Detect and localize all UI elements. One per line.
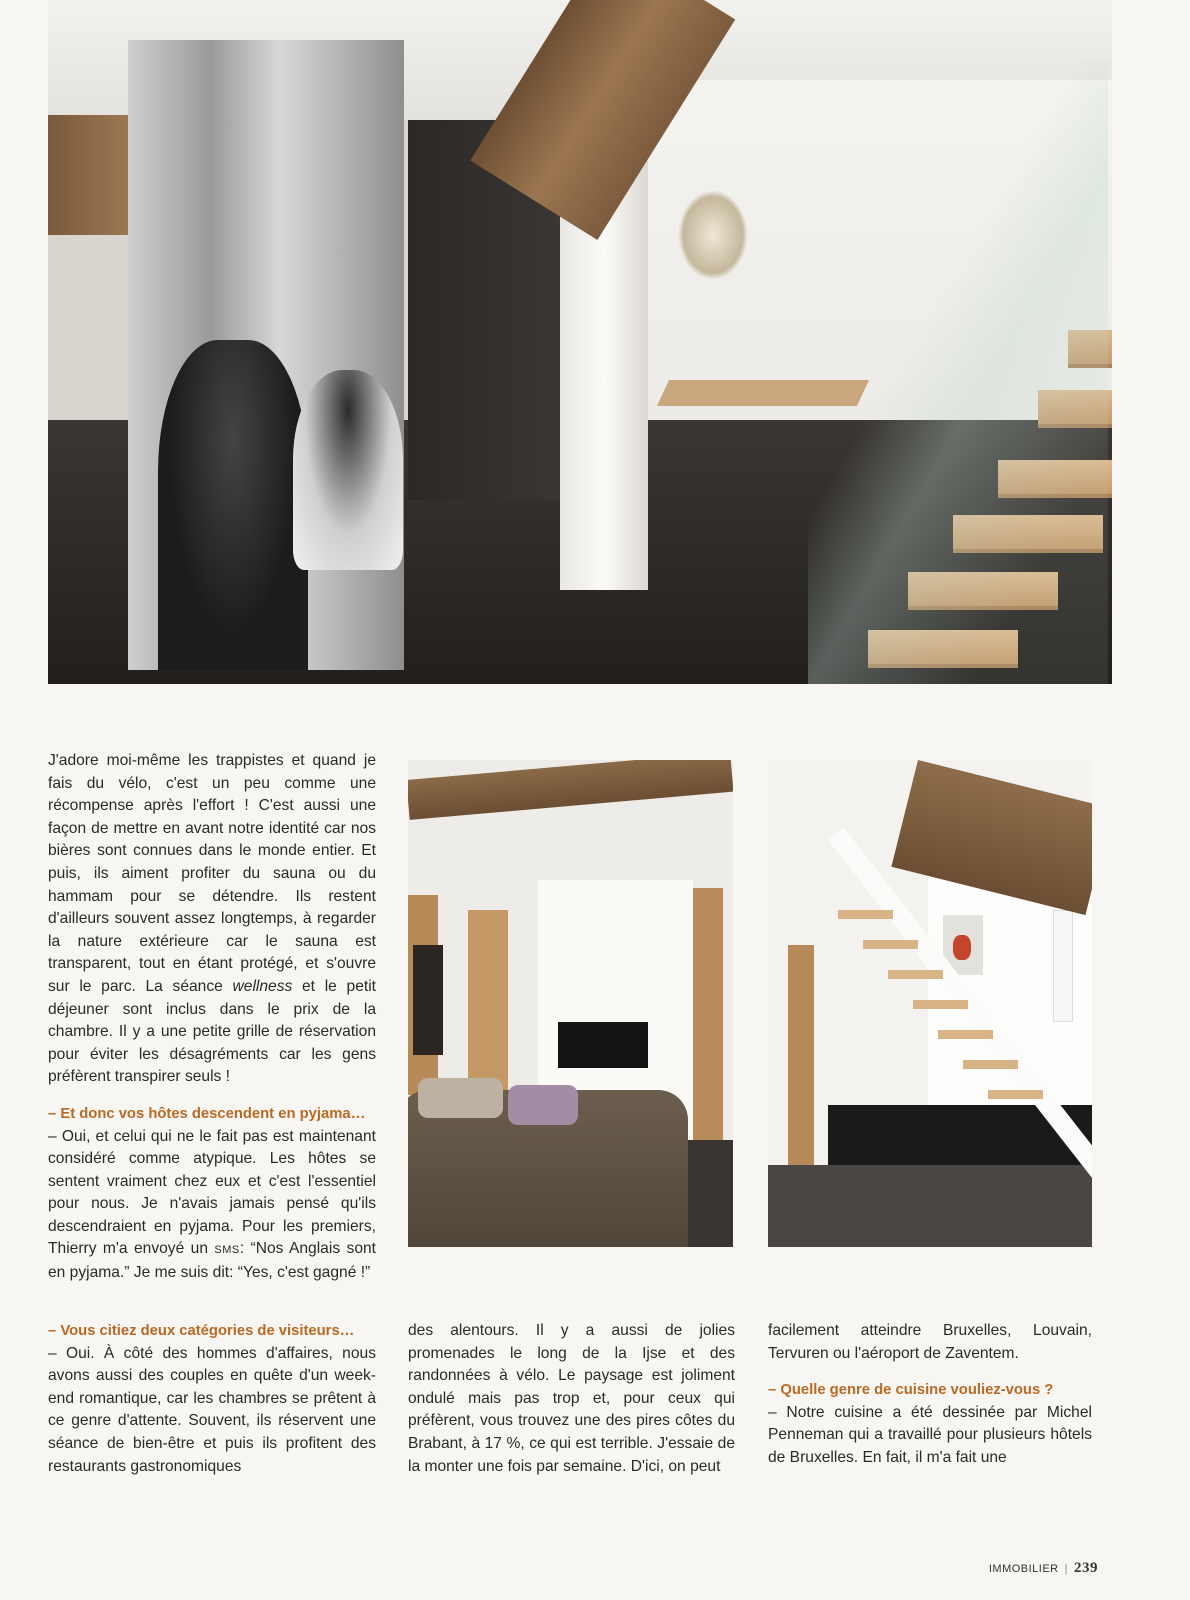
stair-step xyxy=(863,940,918,949)
question-heading: – Vous citiez deux catégories de visiteurs… xyxy=(48,1323,355,1339)
wood-beam xyxy=(891,760,1092,915)
paragraph: – Notre cuisine a été dessinée par Michel Penneman qui a travaillé pour plusieurs hôtels de Bruxelles. En fait, il m'a fait une xyxy=(768,1403,1092,1466)
stair-step xyxy=(838,910,893,919)
floor xyxy=(768,1165,1092,1247)
article-column-left-top xyxy=(48,750,376,1285)
text-run: et le petit déjeuner sont inclus dans le prix de la chambre. Il y a une petite grille de réservation pour éviter les désagréments car les gens préfèrent transpirer seuls ! xyxy=(48,977,376,1086)
vintage-portrait-panel xyxy=(128,40,404,670)
page-footer xyxy=(989,1560,1098,1577)
article-column-right xyxy=(768,1320,1092,1470)
wood-door-right xyxy=(693,888,723,1158)
paragraph xyxy=(48,750,376,1089)
text-emphasis: wellness xyxy=(232,977,293,995)
paragraph: des alentours. Il y a aussi de jolies promenades le long de la Ijse et des randonnées à vélo. Le paysage est joliment ondulé mais pas trop et, pour ceux qui préfèrent, vous trouvez une des pires côtes du Brabant, à 17 %, ce qui est terrible. J'essaie de la monter une fois par semaine. D'ici, on peut xyxy=(408,1322,735,1475)
article-column-middle xyxy=(408,1320,735,1478)
page-number: 239 xyxy=(1074,1560,1098,1576)
photo-living-room xyxy=(408,760,733,1247)
wine-fridge xyxy=(413,945,443,1055)
chandelier xyxy=(678,190,748,280)
stair-step xyxy=(938,1030,993,1039)
stair-step xyxy=(988,1090,1043,1099)
portrait-man xyxy=(158,340,308,670)
portrait-woman xyxy=(293,370,403,570)
glass-railing xyxy=(808,60,1108,684)
text-run: : “Nos Anglais sont en pyjama.” Je me suis dit: “Yes, c'est gagné !” xyxy=(48,1240,376,1282)
fireplace xyxy=(558,1022,648,1068)
footer-separator: | xyxy=(1064,1562,1068,1575)
paragraph: – Oui. À côté des hommes d'affaires, nous avons aussi des couples en quête d'un week-end romantique, car les chambres se prêtent à ce genre d'attente. Souvent, ils réservent une séance de bien-être et puis ils profitent des restaurants gastronomiques xyxy=(48,1344,376,1475)
coral-sculpture xyxy=(953,935,971,960)
cushion xyxy=(418,1078,503,1118)
text-run: J'adore moi-même les trappistes et quand je fais du vélo, c'est un peu comme une récompense après l'effort ! C'est aussi une façon de mettre en avant notre identité car nos bières sont connues dans le monde entier. Et puis, ils aiment profiter du sauna ou du hammam pour se détendre. Ils restent d'ailleurs souvent assez longtemps, à regarder la nature extérieure car le sauna est transparent, tout en étant protégé, et s'ouvre sur le parc. La séance xyxy=(48,752,376,995)
photo-interior-hallway xyxy=(48,0,1112,684)
question-heading: – Quelle genre de cuisine vouliez-vous ? xyxy=(768,1382,1054,1399)
photo-staircase xyxy=(768,760,1092,1247)
sms-smallcaps: SMS xyxy=(214,1244,240,1257)
stair-step xyxy=(963,1060,1018,1069)
question-heading: – Et donc vos hôtes descendent en pyjama… xyxy=(48,1105,366,1122)
article-column-left-bottom xyxy=(48,1320,376,1478)
stair-step xyxy=(888,970,943,979)
wood-beam xyxy=(408,760,733,820)
text-run: – Oui, et celui qui ne le fait pas est maintenant considéré comme atypique. Les hôtes se sentent vraiment chez eux et c'est l'essentiel pour nous. Je n'avais jamais pensé qu'ils descendraient en pyjama. Pour les premiers, Thierry m'a envoyé un xyxy=(48,1127,376,1258)
wood-door xyxy=(788,945,814,1175)
paragraph xyxy=(48,1126,376,1285)
stair-step xyxy=(913,1000,968,1009)
wall-panel xyxy=(1053,910,1073,1022)
section-name: IMMOBILIER xyxy=(988,1562,1059,1575)
paragraph: facilement atteindre Bruxelles, Louvain, Tervuren ou l'aéroport de Zaventem. xyxy=(768,1322,1092,1362)
cushion-purple xyxy=(508,1085,578,1125)
wood-beam xyxy=(48,115,138,235)
